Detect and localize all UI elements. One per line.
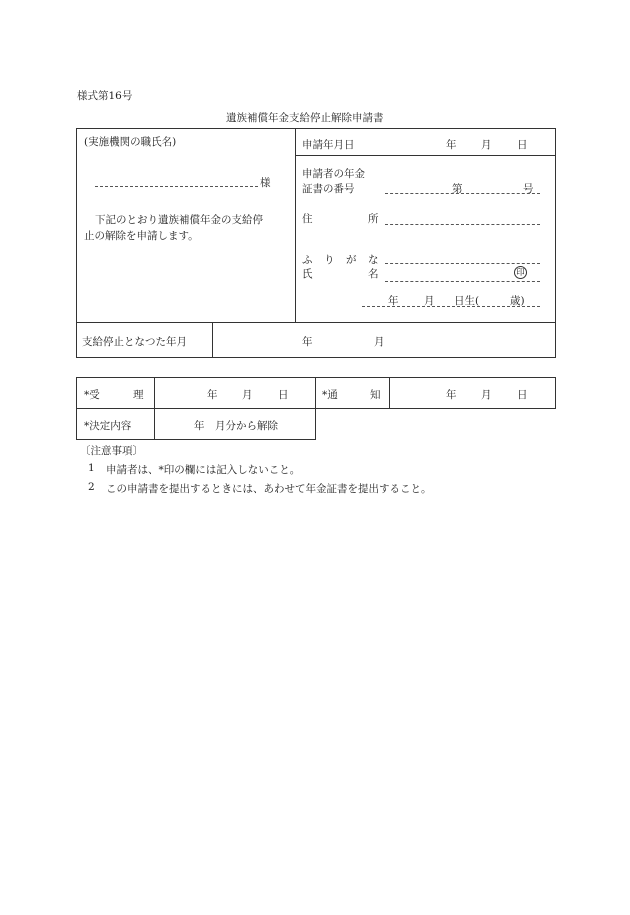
note-number-1: 1 xyxy=(88,462,95,474)
suspension-column-divider xyxy=(212,322,213,358)
suspension-year: 年 xyxy=(302,336,313,348)
suspension-label: 支給停止となつた年月 xyxy=(82,336,187,348)
suspension-month: 月 xyxy=(374,336,385,348)
birth-day: 日生( xyxy=(454,295,480,307)
notice-year: 年 xyxy=(446,389,457,401)
birth-date-field[interactable] xyxy=(362,306,540,307)
furigana-field[interactable] xyxy=(385,263,540,264)
seal-mark-icon: 印 xyxy=(514,266,527,279)
addressee-field[interactable] xyxy=(95,186,258,187)
form-number: 様式第16号 xyxy=(77,90,133,102)
receipt-year: 年 xyxy=(207,389,218,401)
office-col-2 xyxy=(315,377,316,440)
cert-dai: 第 xyxy=(452,183,463,195)
cert-label-line-2: 証書の番号 xyxy=(302,183,355,195)
office-decision-left xyxy=(76,408,77,440)
note-number-2: 2 xyxy=(88,481,95,493)
birth-year: 年 xyxy=(388,295,399,307)
office-decision-bottom xyxy=(76,439,316,440)
column-divider xyxy=(295,128,296,322)
decision-label: *決定内容 xyxy=(84,420,132,432)
notice-day: 日 xyxy=(517,389,528,401)
decision-value: 年 月分から解除 xyxy=(194,420,278,432)
date-row-divider xyxy=(295,155,556,156)
notice-month: 月 xyxy=(481,389,492,401)
notes-heading: 〔注意事項〕 xyxy=(80,445,143,457)
name-label-2: 名 xyxy=(368,268,379,280)
application-date-day: 日 xyxy=(517,139,528,151)
furigana-4: な xyxy=(368,254,379,266)
notice-label-1: *通 xyxy=(322,389,338,401)
office-col-1 xyxy=(154,377,155,440)
addressee-label: (実施機関の職氏名) xyxy=(84,136,177,148)
office-col-3 xyxy=(389,377,390,409)
statement-line-2: 止の解除を申請します。 xyxy=(84,230,199,242)
address-label-1: 住 xyxy=(302,213,313,225)
main-form-table xyxy=(76,128,556,358)
receipt-label-1: *受 xyxy=(84,389,100,401)
application-date-year: 年 xyxy=(446,139,457,151)
receipt-label-2: 理 xyxy=(133,389,144,401)
note-text-1: 申請者は、*印の欄には記入しないこと。 xyxy=(106,464,301,476)
application-date-label: 申請年月日 xyxy=(302,139,355,151)
cert-go: 号 xyxy=(523,183,534,195)
notice-label-2: 知 xyxy=(370,389,381,401)
address-field[interactable] xyxy=(385,224,540,225)
name-label-1: 氏 xyxy=(302,268,313,280)
furigana-3: が xyxy=(346,254,357,266)
furigana-2: り xyxy=(324,254,335,266)
form-title: 遺族補償年金支給停止解除申請書 xyxy=(226,112,384,124)
birth-age: 歳) xyxy=(510,295,525,307)
cert-number-field[interactable] xyxy=(385,193,540,194)
birth-month: 月 xyxy=(424,295,435,307)
addressee-suffix: 様 xyxy=(260,177,271,189)
receipt-day: 日 xyxy=(278,389,289,401)
receipt-month: 月 xyxy=(242,389,253,401)
suspension-row-divider xyxy=(76,322,556,323)
name-field[interactable] xyxy=(385,281,540,282)
statement-line-1: 下記のとおり遺族補償年金の支給停 xyxy=(95,214,263,226)
furigana-1: ふ xyxy=(302,254,313,266)
cert-label-line-1: 申請者の年金 xyxy=(302,168,365,180)
address-label-2: 所 xyxy=(368,213,379,225)
application-date-month: 月 xyxy=(481,139,492,151)
note-text-2: この申請書を提出するときには、あわせて年金証書を提出すること。 xyxy=(106,483,432,495)
